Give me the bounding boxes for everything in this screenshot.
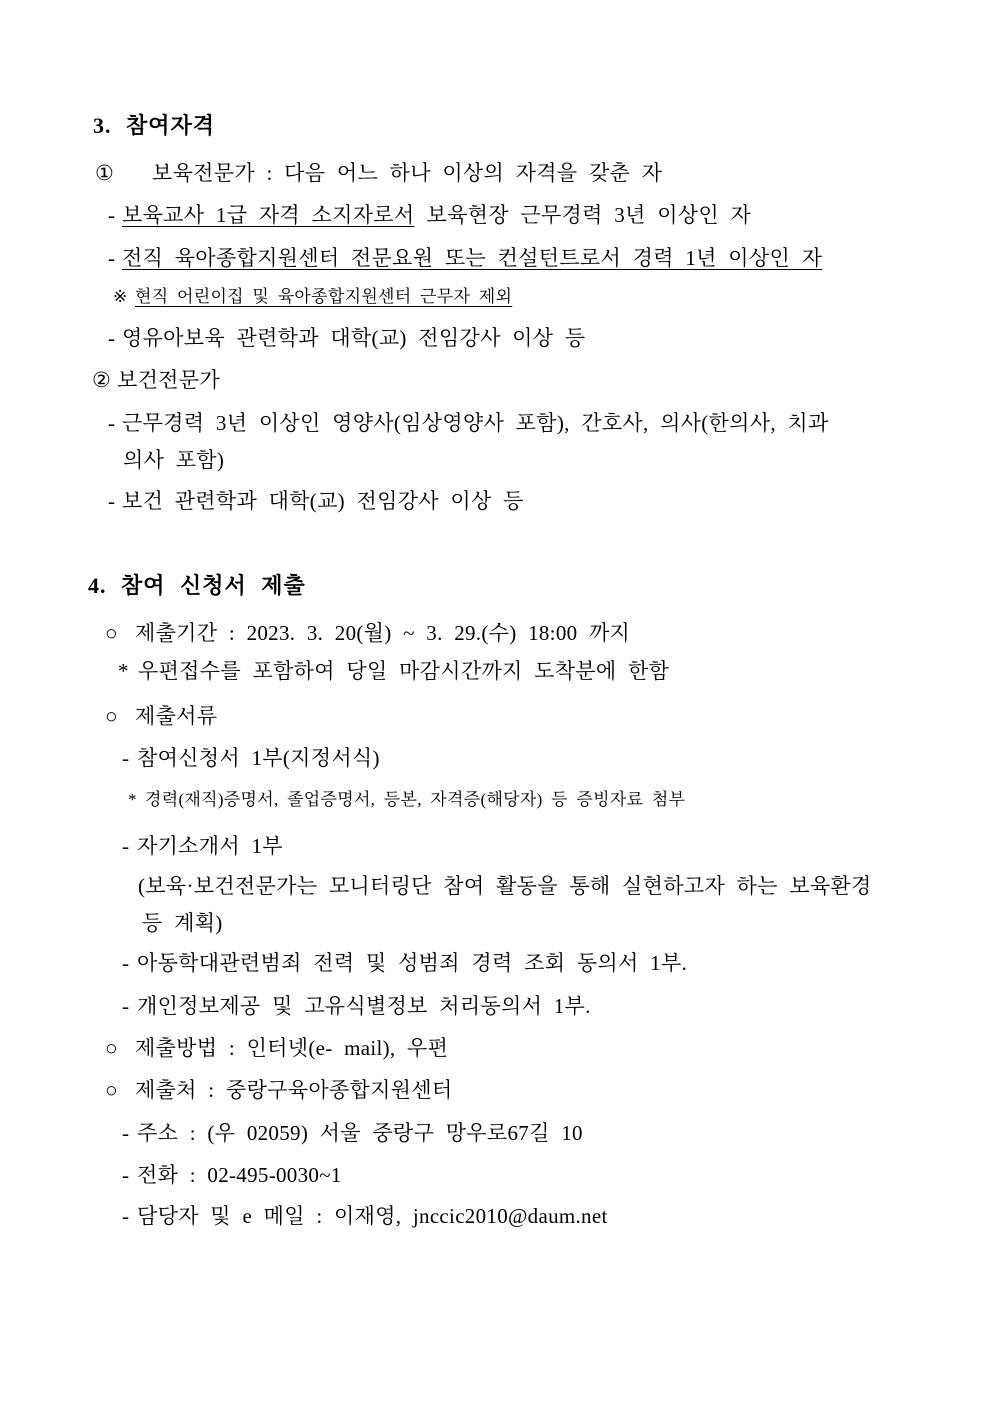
item-text: 보건전문가 — [117, 368, 220, 392]
dash-marker: - — [122, 1121, 130, 1145]
dash-marker: - — [122, 1204, 130, 1228]
item-text: 보육현장 근무경력 3년 이상인 자 — [426, 203, 752, 227]
note-current-staff-excluded — [113, 287, 942, 307]
item-text: 개인정보제공 및 고유식별정보 처리동의서 1부. — [137, 994, 591, 1018]
item-submission-method — [105, 1035, 942, 1061]
note-text-underlined: 현직 어린이집 및 육아종합지원센터 근무자 제외 — [135, 287, 513, 306]
dash-marker: - — [108, 411, 116, 435]
dash-marker: - — [122, 834, 130, 858]
dash-marker: - — [108, 246, 116, 270]
item-text: 의사 포함) — [123, 448, 225, 472]
item-text: 전화 : 02-495-0030~1 — [137, 1163, 342, 1187]
item-text: 근무경력 3년 이상인 영양사(임상영양사 포함), 간호사, 의사(한의사, 치과 — [122, 411, 829, 435]
item-child-abuse-consent — [122, 950, 942, 976]
item-text-underlined: 전직 육아종합지원센터 전문요원 또는 컨설턴트로서 경력 1년 이상인 자 — [122, 246, 823, 270]
item-text: 제출방법 : 인터넷(e- mail), 우편 — [135, 1036, 449, 1060]
circle-bullet: ○ — [105, 1078, 118, 1102]
item-text: 영유아보육 관련학과 대학(교) 전임강사 이상 등 — [122, 326, 586, 350]
item-text: 보건 관련학과 대학(교) 전임강사 이상 등 — [122, 489, 524, 513]
item-health-careers-cont — [123, 447, 942, 473]
item-text: 보육전문가 : 다음 어느 하나 이상의 자격을 갖춘 자 — [152, 161, 663, 185]
item-submission-period — [105, 620, 942, 646]
item-text: (보육·보건전문가는 모니터링단 참여 활동을 통해 실현하고자 하는 보육환경 — [138, 874, 872, 898]
dash-marker: - — [122, 994, 130, 1018]
item-text: 제출기간 : 2023. 3. 20(월) ~ 3. 29.(수) 18:00 까지 — [135, 621, 631, 645]
note-mail-deadline — [118, 658, 942, 684]
item-phone — [122, 1162, 942, 1188]
item-text: 우편접수를 포함하여 당일 마감시간까지 도착분에 한함 — [138, 659, 670, 683]
dash-marker: - — [108, 326, 116, 350]
item-childcare-expert — [95, 160, 942, 186]
item-text: 아동학대관련범죄 전력 및 성범죄 경력 조회 동의서 1부. — [137, 951, 688, 975]
item-text: 담당자 및 e 메일 : 이재영, jnccic2010@daum.net — [137, 1204, 608, 1228]
item-text: 자기소개서 1부 — [137, 834, 283, 858]
item-contact-email — [122, 1203, 942, 1229]
item-application-form — [122, 745, 942, 771]
asterisk-marker: * — [118, 659, 129, 683]
circle-bullet: ○ — [105, 621, 118, 645]
note-supporting-documents — [128, 790, 942, 810]
reference-mark: ※ — [113, 287, 128, 306]
item-privacy-consent — [122, 993, 942, 1019]
item-text: 참여신청서 1부(지정서식) — [137, 746, 380, 770]
note-text: 경력(재직)증명서, 졸업증명서, 등본, 자격증(해당자) 등 증빙자료 첨부 — [145, 790, 686, 809]
item-former-center-staff — [108, 245, 942, 271]
dash-marker: - — [122, 951, 130, 975]
item-text: 주소 : (우 02059) 서울 중랑구 망우로67길 10 — [137, 1121, 583, 1145]
item-text: 제출처 : 중랑구육아종합지원센터 — [135, 1078, 453, 1102]
item-health-careers — [108, 410, 942, 436]
dash-marker: - — [108, 489, 116, 513]
item-health-expert — [92, 367, 942, 393]
item-text: 등 계획) — [142, 911, 223, 935]
item-submission-documents — [105, 703, 942, 729]
circled-2-marker: ② — [92, 368, 112, 392]
item-self-intro-detail-cont — [142, 910, 942, 936]
asterisk-marker: * — [128, 790, 137, 809]
circled-1-marker: ① — [95, 161, 115, 185]
item-teacher-grade1 — [108, 202, 942, 228]
section-4-heading: 4. 참여 신청서 제출 — [88, 573, 306, 598]
item-self-intro-detail — [138, 873, 942, 899]
item-text: 제출서류 — [135, 704, 218, 728]
item-lecturer-childcare — [108, 325, 942, 351]
item-self-introduction — [122, 833, 942, 859]
circle-bullet: ○ — [105, 704, 118, 728]
dash-marker: - — [108, 203, 116, 227]
dash-marker: - — [122, 1163, 130, 1187]
item-text-underlined: 보육교사 1급 자격 소지자로서 — [122, 203, 415, 227]
item-lecturer-health — [108, 488, 942, 514]
item-submission-address — [105, 1077, 942, 1103]
dash-marker: - — [122, 746, 130, 770]
circle-bullet: ○ — [105, 1036, 118, 1060]
section-3-heading: 3. 참여자격 — [93, 113, 216, 138]
item-address — [122, 1120, 942, 1146]
